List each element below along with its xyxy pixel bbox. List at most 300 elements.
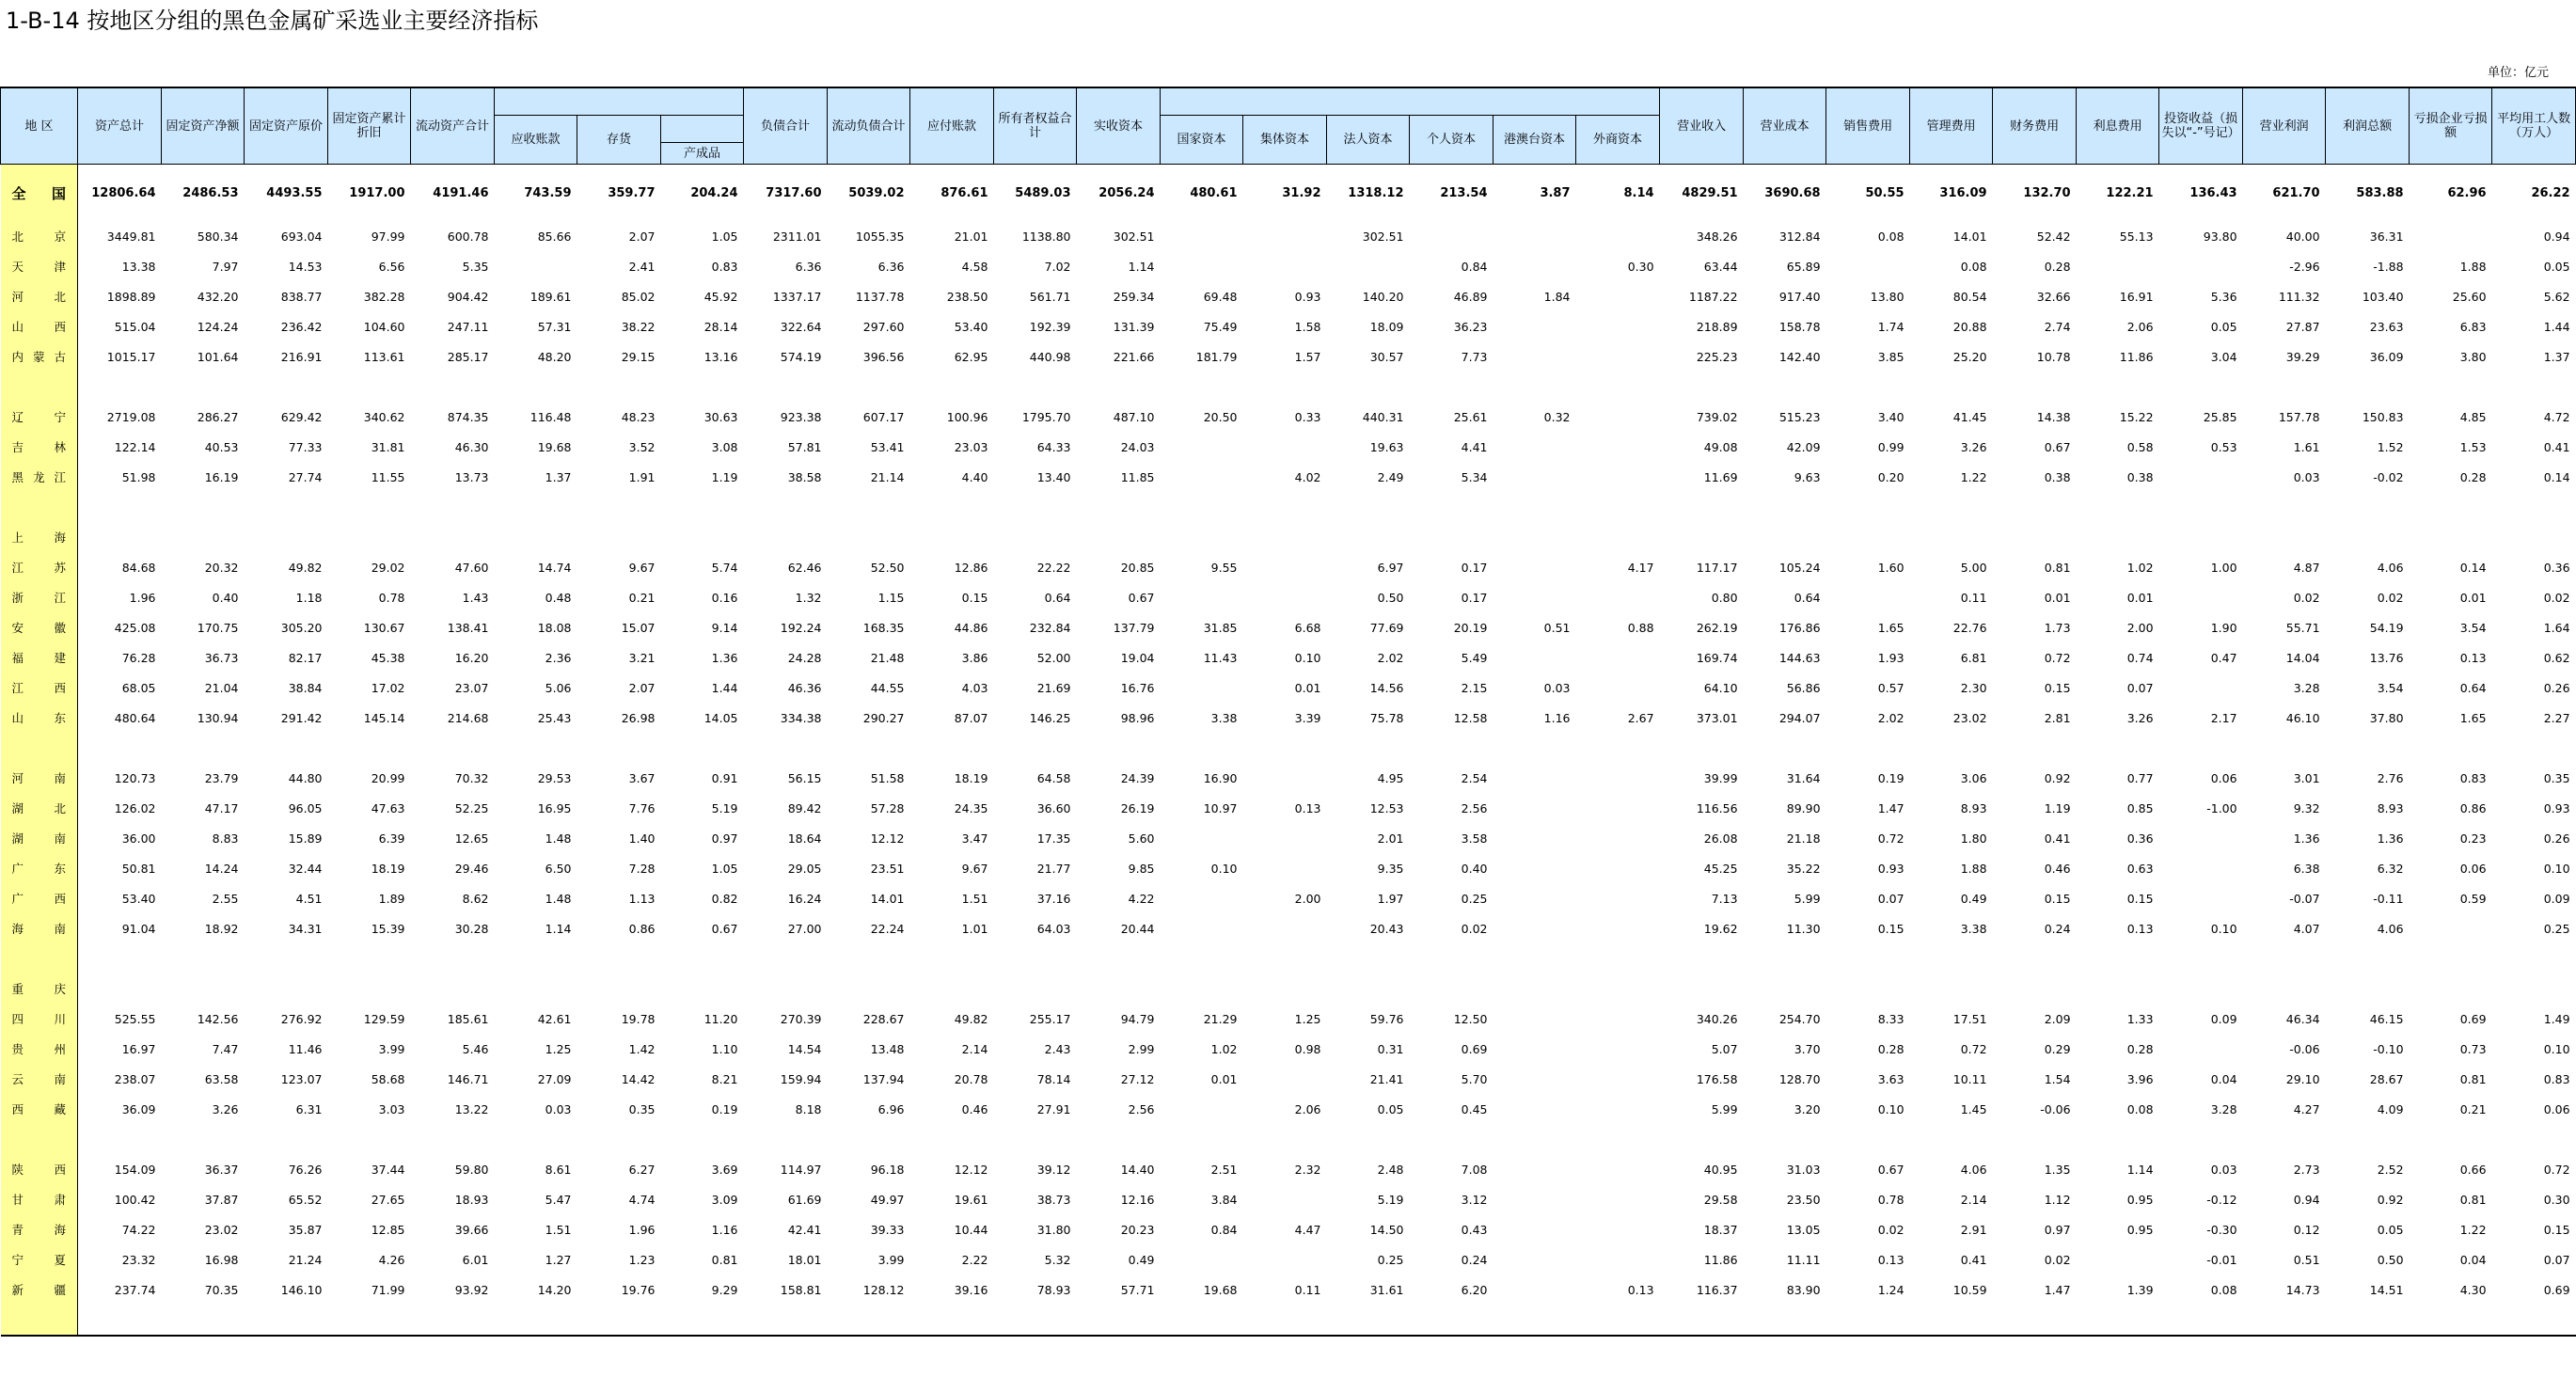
table-cell: 0.40	[212, 590, 239, 605]
table-cell: 3.20	[1794, 1101, 1821, 1116]
table-cell: 0.10	[1210, 861, 1238, 876]
table-cell	[2159, 853, 2243, 883]
table-cell: 0.50	[1377, 590, 1404, 605]
table-cell	[1493, 733, 1576, 763]
table-cell	[2159, 582, 2243, 612]
table-cell: 35.87	[288, 1222, 323, 1237]
table-cell: 0.46	[2044, 861, 2071, 876]
table-cell: 0.05	[2377, 1222, 2404, 1237]
region-label: 青 海	[1, 1214, 78, 1244]
table-cell: 0.06	[2543, 1101, 2570, 1116]
table-cell: 1.57	[1294, 349, 1321, 364]
table-cell: 59.76	[1369, 1011, 1404, 1026]
table-cell: 7317.60	[766, 185, 822, 200]
table-cell: 13.05	[1786, 1222, 1821, 1237]
table-cell: 23.79	[204, 770, 239, 785]
table-cell: 1.91	[628, 469, 656, 484]
table-cell: 228.67	[862, 1011, 905, 1026]
table-cell: 3.87	[1540, 185, 1571, 200]
table-cell: 0.04	[2459, 1252, 2487, 1267]
table-cell: 14.38	[2036, 409, 2071, 424]
table-cell: 440.98	[1029, 349, 1071, 364]
table-cell: 305.20	[280, 620, 323, 635]
table-cell: 5.19	[711, 800, 738, 815]
table-cell	[2326, 492, 2410, 522]
table-cell: 10.78	[2036, 349, 2071, 364]
table-cell: -0.07	[2289, 891, 2320, 906]
region-label: 江 苏	[1, 552, 78, 582]
table-cell: 254.70	[1778, 1011, 1821, 1026]
table-cell	[2410, 733, 2492, 763]
table-cell: 1.16	[711, 1222, 738, 1237]
table-cell: 0.64	[1794, 590, 1821, 605]
table-cell	[1826, 943, 1910, 974]
table-cell: 7.76	[628, 800, 656, 815]
table-cell	[2159, 823, 2243, 853]
table-cell: 12.85	[371, 1222, 405, 1237]
table-cell: 18.08	[537, 620, 572, 635]
table-cell: 2.14	[961, 1041, 988, 1056]
table-cell	[1161, 432, 1243, 462]
table-cell: 17.02	[371, 680, 405, 695]
table-cell: 0.81	[2459, 1071, 2487, 1086]
table-cell: 0.15	[2044, 891, 2071, 906]
table-cell: 0.10	[2543, 861, 2570, 876]
table-cell: 18.09	[1369, 319, 1404, 334]
table-cell: 22.22	[1036, 560, 1071, 575]
table-cell	[828, 1305, 910, 1336]
table-row	[1, 703, 2576, 733]
header-operating-revenue: 营业收入	[1660, 87, 1744, 165]
table-cell: 0.13	[2126, 921, 2154, 936]
table-cell: 21.18	[1786, 831, 1821, 846]
table-cell	[2243, 522, 2326, 552]
table-cell: 0.94	[2543, 229, 2570, 244]
table-cell: 0.02	[2377, 590, 2404, 605]
table-cell	[2326, 372, 2410, 402]
table-cell: 14.74	[537, 560, 572, 575]
table-cell: 0.67	[1128, 590, 1155, 605]
table-cell	[1410, 1124, 1493, 1154]
unit-label: 单位：亿元	[2487, 66, 2549, 80]
table-cell: 17.51	[1952, 1011, 1987, 1026]
table-cell: 93.80	[2203, 229, 2237, 244]
table-cell: 132.70	[2023, 185, 2071, 200]
table-row	[1, 642, 2576, 673]
table-row	[1, 1214, 2576, 1244]
table-cell: 49.97	[870, 1192, 905, 1207]
table-cell	[994, 1124, 1077, 1154]
table-cell: 0.10	[2210, 921, 2237, 936]
table-cell: 44.80	[288, 770, 323, 785]
table-cell	[2492, 943, 2576, 974]
table-cell	[1243, 251, 1327, 281]
table-cell: 48.23	[621, 409, 656, 424]
table-cell: 4.58	[961, 259, 988, 274]
table-cell	[1493, 883, 1576, 913]
table-cell: 57.71	[1120, 1282, 1155, 1297]
table-cell: 0.84	[1210, 1222, 1238, 1237]
table-cell: 3.06	[1960, 770, 1987, 785]
table-cell: 116.37	[1696, 1282, 1738, 1297]
table-cell: 150.83	[2362, 409, 2404, 424]
table-cell	[1576, 372, 1660, 402]
table-cell: 13.22	[454, 1101, 489, 1116]
table-cell	[1493, 221, 1576, 251]
table-cell	[1077, 372, 1161, 402]
table-cell	[2410, 943, 2492, 974]
table-cell: 62.46	[787, 560, 822, 575]
table-cell: 31.80	[1036, 1222, 1071, 1237]
table-cell: 0.21	[2459, 1101, 2487, 1116]
table-cell: 57.31	[537, 319, 572, 334]
table-cell	[1576, 522, 1660, 552]
table-cell: 21.48	[870, 650, 905, 665]
table-cell	[495, 372, 577, 402]
table-cell: 561.71	[1029, 289, 1071, 304]
table-cell: 46.30	[454, 439, 489, 454]
table-cell: 62.95	[954, 349, 988, 364]
table-cell: 0.02	[1877, 1222, 1904, 1237]
table-cell	[328, 522, 411, 552]
table-cell: 1.96	[129, 590, 156, 605]
table-cell: 1.44	[711, 680, 738, 695]
table-cell: 0.62	[2543, 650, 2570, 665]
table-cell: 30.57	[1369, 349, 1404, 364]
header-collective-capital: 集体资本	[1243, 116, 1327, 165]
table-cell	[577, 1124, 661, 1154]
table-cell: 14.20	[537, 1282, 572, 1297]
table-cell	[1576, 462, 1660, 492]
table-cell	[1993, 943, 2077, 974]
table-row-total	[1, 165, 2576, 222]
table-cell: 0.78	[378, 590, 405, 605]
table-cell: 0.36	[2126, 831, 2154, 846]
table-cell	[1660, 372, 1744, 402]
table-row	[1, 1154, 2576, 1184]
table-cell: 0.16	[711, 590, 738, 605]
table-cell: 55.13	[2119, 229, 2154, 244]
table-cell: 29.05	[787, 861, 822, 876]
table-cell: 3690.68	[1764, 185, 1821, 200]
table-cell: 322.64	[780, 319, 822, 334]
table-cell: 0.26	[2543, 831, 2570, 846]
table-cell	[1493, 372, 1576, 402]
table-cell	[1243, 582, 1327, 612]
table-cell: 25.43	[537, 710, 572, 725]
table-cell: 23.32	[121, 1252, 156, 1267]
table-row	[1, 221, 2576, 251]
table-cell: 2.67	[1627, 710, 1654, 725]
table-cell: 1.84	[1543, 289, 1571, 304]
table-cell: 20.99	[371, 770, 405, 785]
table-cell: 0.46	[961, 1101, 988, 1116]
table-cell: 0.48	[545, 590, 572, 605]
table-cell: 0.02	[2293, 590, 2320, 605]
header-total-assets: 资产总计	[78, 87, 162, 165]
table-cell	[1493, 913, 1576, 943]
table-cell: 4.30	[2459, 1282, 2487, 1297]
table-cell	[2077, 1305, 2159, 1336]
table-cell	[78, 733, 162, 763]
table-cell: 1.90	[2210, 620, 2237, 635]
table-cell	[1493, 642, 1576, 673]
table-cell	[1576, 1004, 1660, 1034]
table-cell: 3.08	[711, 439, 738, 454]
table-cell: 1.10	[711, 1041, 738, 1056]
table-cell: 3.39	[1294, 710, 1321, 725]
region-label: 湖 南	[1, 823, 78, 853]
table-cell: 0.94	[2293, 1192, 2320, 1207]
header-investment-income: 投资收益（损失以“-”号记）	[2159, 87, 2243, 165]
table-cell: 11.11	[1786, 1252, 1821, 1267]
table-cell: 5.49	[1461, 650, 1488, 665]
header-current-liabilities: 流动负债合计	[828, 87, 910, 165]
table-cell: 57.81	[787, 439, 822, 454]
table-cell	[2243, 492, 2326, 522]
table-cell: 11.55	[371, 469, 405, 484]
table-cell: 238.50	[946, 289, 988, 304]
table-cell: 382.28	[363, 289, 405, 304]
table-cell: 432.20	[197, 289, 239, 304]
table-cell	[577, 492, 661, 522]
table-cell	[2159, 673, 2243, 703]
table-row	[1, 1064, 2576, 1094]
table-cell	[2159, 1124, 2243, 1154]
table-cell	[1660, 943, 1744, 974]
table-cell	[1993, 733, 2077, 763]
table-cell: 0.08	[2210, 1282, 2237, 1297]
region-label: 安 徽	[1, 612, 78, 642]
table-cell: 1015.17	[106, 349, 156, 364]
table-cell: 93.92	[454, 1282, 489, 1297]
table-cell: 101.64	[197, 349, 239, 364]
table-cell: 64.03	[1036, 921, 1071, 936]
table-cell: 4.06	[1960, 1162, 1987, 1177]
table-cell	[1410, 522, 1493, 552]
table-cell: 0.14	[2543, 469, 2570, 484]
table-cell: 36.73	[204, 650, 239, 665]
table-cell	[1576, 793, 1660, 823]
table-cell: 12.86	[954, 560, 988, 575]
table-cell	[2410, 913, 2492, 943]
table-cell: 176.58	[1696, 1071, 1738, 1086]
table-cell: 1.40	[628, 831, 656, 846]
table-cell: 1.27	[545, 1252, 572, 1267]
region-label	[1, 943, 78, 974]
table-cell: 0.24	[2044, 921, 2071, 936]
table-cell: 0.81	[711, 1252, 738, 1267]
table-cell	[411, 1305, 495, 1336]
table-cell: 0.72	[1960, 1041, 1987, 1056]
table-cell: 5.99	[1711, 1101, 1738, 1116]
table-cell: 0.28	[2459, 469, 2487, 484]
header-foreign-capital: 外商资本	[1576, 116, 1660, 165]
table-cell: 9.29	[711, 1282, 738, 1297]
table-cell	[495, 733, 577, 763]
header-blank	[661, 116, 744, 143]
table-cell: 25.61	[1453, 409, 1488, 424]
table-cell	[1327, 372, 1410, 402]
table-cell: 26.19	[1120, 800, 1155, 815]
table-cell: 37.16	[1036, 891, 1071, 906]
table-cell: 0.33	[1294, 409, 1321, 424]
table-cell: 23.50	[1786, 1192, 1821, 1207]
table-cell: 12.12	[870, 831, 905, 846]
table-cell: 580.34	[197, 229, 239, 244]
table-cell: 47.63	[371, 800, 405, 815]
table-cell: 2.81	[2044, 710, 2071, 725]
table-cell	[1910, 372, 1993, 402]
table-cell: 0.63	[2126, 861, 2154, 876]
table-cell: 4.74	[628, 1192, 656, 1207]
table-cell: 0.57	[1877, 680, 1904, 695]
table-cell	[1327, 1124, 1410, 1154]
table-cell	[2159, 974, 2243, 1004]
table-cell: 7.97	[212, 259, 239, 274]
table-cell: 29.02	[371, 560, 405, 575]
table-cell	[245, 1124, 328, 1154]
table-cell: 3.40	[1877, 409, 1904, 424]
table-row	[1, 823, 2576, 853]
table-cell: 24.39	[1120, 770, 1155, 785]
table-cell	[2410, 492, 2492, 522]
table-cell: 0.01	[2459, 590, 2487, 605]
table-cell	[2077, 943, 2159, 974]
table-cell: 294.07	[1778, 710, 1821, 725]
table-cell: 64.10	[1703, 680, 1738, 695]
table-cell	[1660, 733, 1744, 763]
table-cell	[1161, 492, 1243, 522]
table-cell: 24.28	[787, 650, 822, 665]
table-cell	[1660, 522, 1744, 552]
table-cell: 1.43	[462, 590, 489, 605]
table-cell: 2.00	[2126, 620, 2154, 635]
region-label: 全 国	[1, 165, 78, 222]
table-cell: 0.15	[2543, 1222, 2570, 1237]
table-cell: 743.59	[524, 185, 572, 200]
table-cell	[245, 522, 328, 552]
table-cell: 0.47	[2210, 650, 2237, 665]
table-cell: 236.42	[280, 319, 323, 334]
region-label: 上 海	[1, 522, 78, 552]
table-spacer-row	[1, 372, 2576, 402]
table-cell: 0.25	[1461, 891, 1488, 906]
table-cell: 0.72	[2044, 650, 2071, 665]
table-cell	[1327, 522, 1410, 552]
table-row	[1, 853, 2576, 883]
table-cell: 9.85	[1128, 861, 1155, 876]
table-cell: 0.43	[1461, 1222, 1488, 1237]
table-cell: 31.85	[1203, 620, 1238, 635]
table-cell: 5.74	[711, 560, 738, 575]
table-cell: 23.51	[870, 861, 905, 876]
table-cell: -1.88	[2373, 259, 2404, 274]
table-cell: 6.32	[2377, 861, 2404, 876]
table-cell	[1493, 1124, 1576, 1154]
table-cell: 480.64	[114, 710, 156, 725]
table-cell: 1.23	[628, 1252, 656, 1267]
table-cell	[1077, 733, 1161, 763]
table-cell: 10.11	[1952, 1071, 1987, 1086]
table-cell	[1744, 372, 1826, 402]
table-cell	[2243, 372, 2326, 402]
table-cell: 0.02	[1461, 921, 1488, 936]
table-cell: 0.74	[2126, 650, 2154, 665]
table-cell: 24.03	[1120, 439, 1155, 454]
table-cell: 131.39	[1113, 319, 1155, 334]
table-cell: 6.96	[877, 1101, 905, 1116]
table-cell	[1576, 883, 1660, 913]
table-cell: 48.20	[537, 349, 572, 364]
table-cell: 18.93	[454, 1192, 489, 1207]
table-cell: 42.09	[1786, 439, 1821, 454]
table-cell: 297.60	[862, 319, 905, 334]
table-row	[1, 763, 2576, 793]
table-cell	[661, 522, 744, 552]
table-cell: 1055.35	[855, 229, 905, 244]
table-cell: 21.77	[1036, 861, 1071, 876]
table-cell	[495, 1305, 577, 1336]
table-cell: 923.38	[780, 409, 822, 424]
table-cell	[78, 522, 162, 552]
table-cell	[2243, 943, 2326, 974]
table-cell	[162, 1124, 245, 1154]
table-cell: 1.48	[545, 891, 572, 906]
table-cell	[1993, 372, 2077, 402]
table-cell: 7.73	[1461, 349, 1488, 364]
table-cell: 0.81	[2044, 560, 2071, 575]
table-cell: 18.92	[204, 921, 239, 936]
table-cell: 29.58	[1703, 1192, 1738, 1207]
table-cell: 0.28	[2044, 259, 2071, 274]
region-label: 吉 林	[1, 432, 78, 462]
table-cell: 1.00	[2210, 560, 2237, 575]
table-cell: -1.00	[2206, 800, 2237, 815]
region-label: 贵 州	[1, 1034, 78, 1064]
table-cell: 2.36	[545, 650, 572, 665]
table-cell: 0.11	[1960, 590, 1987, 605]
table-cell: 0.07	[2126, 680, 2154, 695]
table-cell: 27.65	[371, 1192, 405, 1207]
table-cell: 20.19	[1453, 620, 1488, 635]
table-cell: 1795.70	[1021, 409, 1071, 424]
table-cell: 7.47	[212, 1041, 239, 1056]
table-cell	[1576, 402, 1660, 432]
table-cell: 0.92	[2044, 770, 2071, 785]
table-cell	[1243, 1244, 1327, 1274]
table-cell: 31.92	[1282, 185, 1321, 200]
table-cell: 237.74	[114, 1282, 156, 1297]
table-cell: 21.24	[288, 1252, 323, 1267]
table-cell: 2719.08	[106, 409, 156, 424]
table-cell: 2.52	[2377, 1162, 2404, 1177]
table-cell	[1243, 823, 1327, 853]
table-cell	[1910, 1124, 1993, 1154]
table-cell: 16.98	[204, 1252, 239, 1267]
table-cell: 1.65	[1877, 620, 1904, 635]
table-cell: 291.42	[280, 710, 323, 725]
table-cell: -0.12	[2206, 1192, 2237, 1207]
table-cell: 2.07	[628, 229, 656, 244]
table-cell: 26.98	[621, 710, 656, 725]
table-cell	[1910, 522, 1993, 552]
table-cell	[411, 492, 495, 522]
table-cell	[2159, 733, 2243, 763]
table-cell: 39.33	[870, 1222, 905, 1237]
table-cell: 2.22	[961, 1252, 988, 1267]
table-cell	[1744, 522, 1826, 552]
